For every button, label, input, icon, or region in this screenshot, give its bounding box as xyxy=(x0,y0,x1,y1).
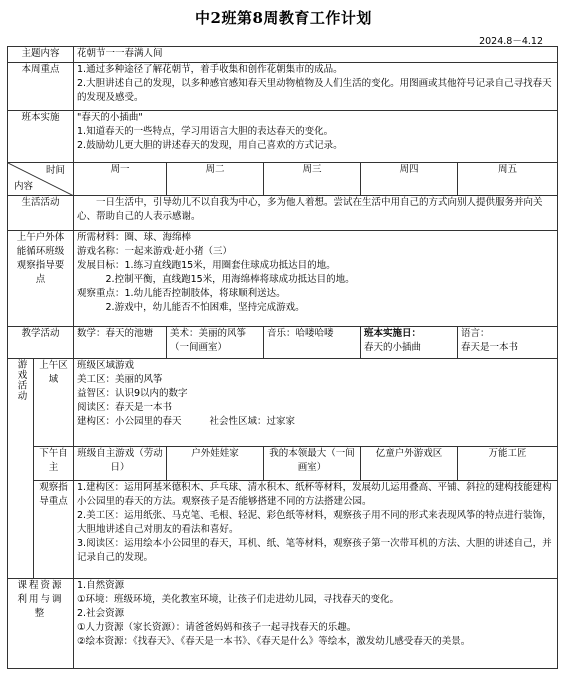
life-text: 一日生活中，引导幼儿不以自我为中心，多为他人着想。尝试在生活中用自己的方式向别人提供服务并向关心、帮助自己的人表示感谢。 xyxy=(77,197,543,222)
day-header: 周二 xyxy=(167,163,264,196)
observe-line: 3.阅读区：运用绘本小公园里的春天，耳机、纸、笔等材料，观察孩子第一次带耳机的方法、大胆的讲述自己，并记录自己的发现。 xyxy=(77,538,552,563)
date-range: 2024.8－4.12 xyxy=(479,36,543,47)
morning-line xyxy=(77,415,554,429)
morning-line-build: 建构区：小公园里的春天 xyxy=(77,416,182,427)
morning-line: 美工区：美丽的风筝 xyxy=(77,374,163,385)
teaching-label: 教学活动 xyxy=(8,327,74,359)
life-row xyxy=(8,196,558,231)
focus-line: 2.大胆讲述自己的发现，以多种感官感知春天里动物植物及人们生活的变化。用图画或其他符号记录自己寻找春天的发现及感受。 xyxy=(77,78,552,103)
day-header: 周一 xyxy=(74,163,167,196)
game-observe-content xyxy=(74,481,558,579)
game-morning-row xyxy=(8,359,558,447)
resources-line: ①人力资源（家长资源）：请爸爸妈妈和孩子一起寻找春天的乐趣。 xyxy=(77,622,357,633)
teaching-topic: 春天的池塘 xyxy=(105,328,154,339)
day-header: 周五 xyxy=(458,163,558,196)
teaching-subject: 数学： xyxy=(77,328,106,339)
outdoor-line: 2.游戏中，幼儿能否不怕困难，坚持完成游戏。 xyxy=(105,302,305,313)
teaching-topic: 春天是一本书 xyxy=(461,342,519,353)
afternoon-cell: 我的本领最大（一间画室） xyxy=(264,447,361,481)
day-header: 周四 xyxy=(361,163,458,196)
outdoor-content xyxy=(74,231,558,327)
focus-line: 1.通过多种途径了解花朝节，着手收集和创作花朝集市的成品。 xyxy=(77,64,343,75)
header-row xyxy=(8,163,558,196)
game-label-text: 游戏活动 xyxy=(15,359,27,401)
life-content xyxy=(74,196,558,231)
theme-row xyxy=(8,47,558,63)
teaching-subject: 音乐： xyxy=(267,328,296,339)
class-impl-label: 班本实施 xyxy=(8,111,74,163)
teaching-topic: 哈喽哈喽 xyxy=(295,328,334,339)
class-impl-line: 2.鼓励幼儿更大胆的讲述春天的发现，用自己喜欢的方式记录。 xyxy=(77,140,343,151)
class-impl-line: "春天的小插曲" xyxy=(77,112,143,123)
teaching-row xyxy=(8,327,558,359)
morning-line: 班级区域游戏 xyxy=(77,360,135,371)
life-label: 生活活动 xyxy=(8,196,74,231)
focus-content xyxy=(74,63,558,111)
teaching-subject: 美术： xyxy=(170,328,199,339)
resources-line: 1.自然资源 xyxy=(77,580,125,591)
page-title: 中2班第8周教育工作计划 xyxy=(195,9,372,27)
afternoon-cell: 万能工匠 xyxy=(458,447,558,481)
teaching-topic: 美丽的风筝（一间画室） xyxy=(170,328,247,353)
resources-line: ②绘本资源：《找春天》、《春天是一本书》、《春天是什么》等绘本，激发幼儿感受春天的美景。 xyxy=(77,636,471,647)
resources-line: 2.社会资源 xyxy=(77,608,125,619)
corner-time-label: 时间 xyxy=(46,165,66,176)
game-afternoon-row xyxy=(8,447,558,481)
observe-line: 2.美工区：运用纸张、马克笔、毛根、轻泥、彩色纸等材料，观察孩子用不同的形式来表现风筝的特点进行装饰，大胆地讲述自己对朋友的看法和喜好。 xyxy=(77,510,552,535)
header-corner xyxy=(8,163,74,196)
outdoor-line: 观察重点：1.幼儿能否控制肢体，将球顺利送达。 xyxy=(77,288,286,299)
class-impl-line: 1.知道春天的一些特点，学习用语言大胆的表达春天的变化。 xyxy=(77,126,334,137)
theme-label: 主题内容 xyxy=(8,47,74,63)
afternoon-cell: 户外娃娃家 xyxy=(167,447,264,481)
game-label xyxy=(8,359,34,579)
focus-label: 本周重点 xyxy=(8,63,74,111)
outdoor-line: 发展目标：1.练习直线跑15米，用圈套住球成功抵达目的地。 xyxy=(77,260,336,271)
game-morning-label: 上午区域 xyxy=(34,359,74,447)
morning-line: 益智区：认识9以内的数字 xyxy=(77,388,188,399)
focus-row xyxy=(8,63,558,111)
teaching-cell xyxy=(74,327,167,359)
game-observe-row xyxy=(8,481,558,579)
class-impl-row xyxy=(8,111,558,163)
plan-table xyxy=(7,46,558,669)
outdoor-line: 游戏名称：一起来游戏·赶小猪（三） xyxy=(77,246,233,257)
day-header: 周三 xyxy=(264,163,361,196)
outdoor-row xyxy=(8,231,558,327)
outdoor-label: 上午户外体能循环班级观察指导要点 xyxy=(8,231,74,327)
game-afternoon-label: 下午自主 xyxy=(34,447,74,481)
resources-row xyxy=(8,579,558,669)
morning-social: 社会性区域：过家家 xyxy=(209,416,296,427)
class-impl-content xyxy=(74,111,558,163)
teaching-subject: 语言： xyxy=(461,328,490,339)
resources-label: 课程资源利用与调整 xyxy=(8,579,74,669)
game-morning-content xyxy=(74,359,558,447)
teaching-cell xyxy=(361,327,458,359)
theme-value: 花朝节一一春满人间 xyxy=(74,47,558,63)
observe-line: 1.建构区：运用阿基米德积木、乒乓球、清水积木、纸杯等材料，发展幼儿运用叠高、平铺、斜拉的建构技能建构小公园里的春天的方法。观察孩子是否能够搭建不同的方法搭建公园。 xyxy=(77,482,552,507)
outdoor-line: 所需材料：圈、球、海绵棒 xyxy=(77,232,192,243)
afternoon-cell: 班级自主游戏（劳动日） xyxy=(74,447,167,481)
morning-line: 阅读区：春天是一本书 xyxy=(77,402,173,413)
teaching-topic: 春天的小插曲 xyxy=(364,342,422,353)
teaching-cell xyxy=(167,327,264,359)
afternoon-cell: 亿童户外游戏区 xyxy=(361,447,458,481)
corner-content-label: 内容 xyxy=(14,181,34,192)
resources-content xyxy=(74,579,558,669)
resources-line: ①环境：班级环境，美化教室环境，让孩子们走进幼儿园，寻找春天的变化。 xyxy=(77,594,400,605)
outdoor-line: 2.控制平衡，直线跑15米，用海绵棒将球成功抵达目的地。 xyxy=(105,274,355,285)
teaching-cell xyxy=(458,327,558,359)
game-observe-label: 观察指导重点 xyxy=(34,481,74,579)
teaching-cell xyxy=(264,327,361,359)
teaching-subject: 班本实施日： xyxy=(364,328,422,339)
